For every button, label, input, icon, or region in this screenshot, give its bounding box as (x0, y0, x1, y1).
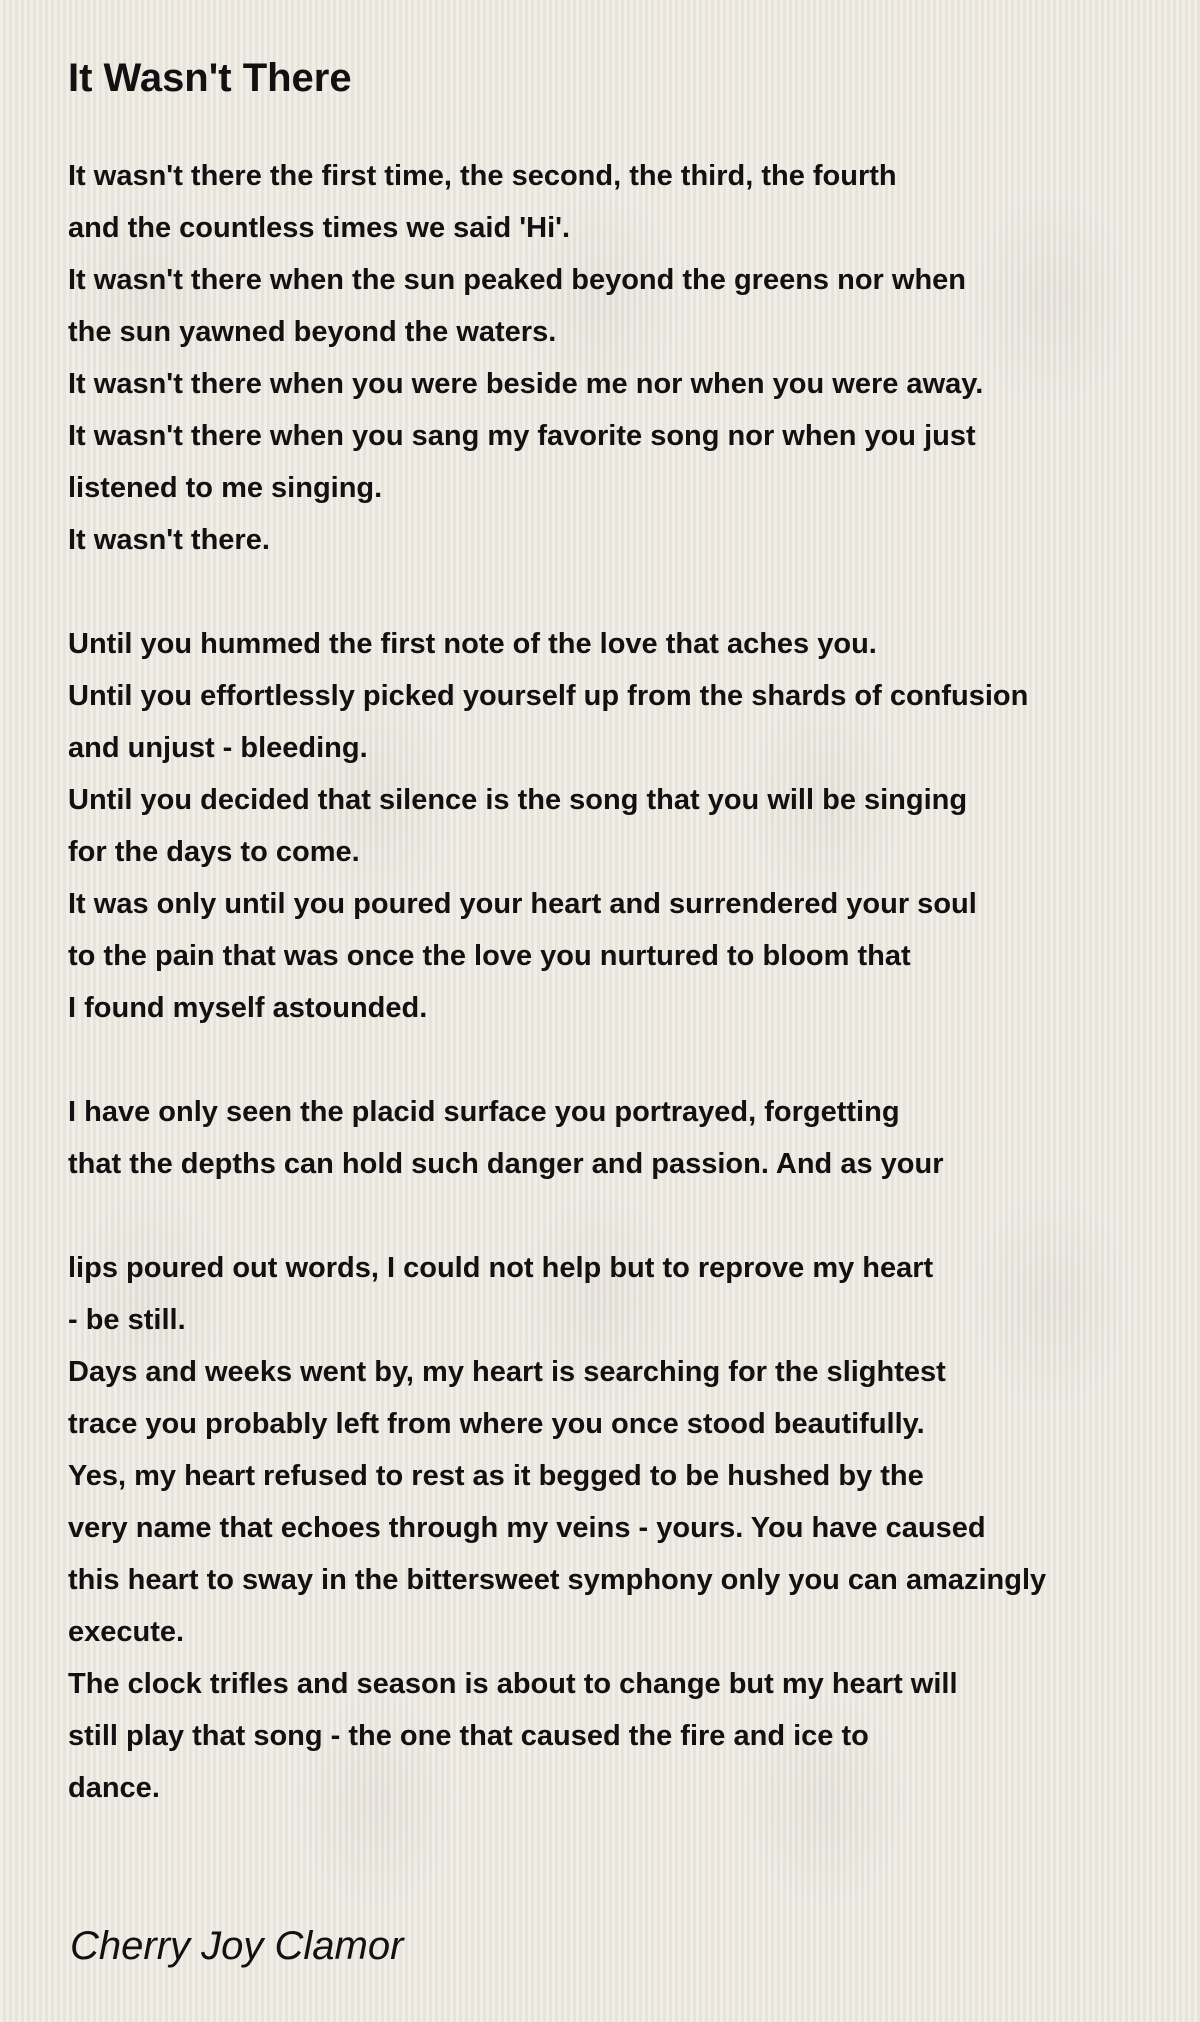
poem-line: dance. (68, 1772, 160, 1804)
poem-line: It wasn't there. (68, 524, 270, 556)
poem-body (68, 150, 1178, 1814)
poem-line: It was only until you poured your heart and surrendered your soul (68, 888, 977, 920)
poem-line: lips poured out words, I could not help but to reprove my heart (68, 1252, 934, 1284)
poem-line: Until you hummed the first note of the love that aches you. (68, 628, 877, 660)
poem-line: this heart to sway in the bittersweet symphony only you can amazingly (68, 1564, 1047, 1596)
poem-line: the sun yawned beyond the waters. (68, 316, 557, 348)
poem-line: It wasn't there when you sang my favorite song nor when you just (68, 420, 976, 452)
poem-line: It wasn't there when the sun peaked beyond the greens nor when (68, 264, 966, 296)
poem-line: I found myself astounded. (68, 992, 428, 1024)
poem-line: to the pain that was once the love you nurtured to bloom that (68, 940, 911, 972)
poem-line: very name that echoes through my veins - yours. You have caused (68, 1512, 986, 1544)
poem-line: Yes, my heart refused to rest as it begged to be hushed by the (68, 1460, 924, 1492)
poem-line: Until you decided that silence is the song that you will be singing (68, 784, 968, 816)
poem-author: Cherry Joy Clamor (70, 1924, 404, 1968)
poem-line: execute. (68, 1616, 185, 1648)
poem-line: listened to me singing. (68, 472, 383, 504)
poem-line: It wasn't there when you were beside me nor when you were away. (68, 368, 984, 400)
poem-line: Until you effortlessly picked yourself up from the shards of confusion (68, 680, 1029, 712)
poem-line: I have only seen the placid surface you portrayed, forgetting (68, 1096, 900, 1128)
poem-line: - be still. (68, 1304, 186, 1336)
stanza-break (68, 1034, 1178, 1086)
poem-line: and the countless times we said 'Hi'. (68, 212, 571, 244)
poem-line: for the days to come. (68, 836, 360, 868)
poem-line: Days and weeks went by, my heart is searching for the slightest (68, 1356, 946, 1388)
poem-title: It Wasn't There (68, 56, 352, 100)
poem-line: The clock trifles and season is about to change but my heart will (68, 1668, 958, 1700)
poem-line: and unjust - bleeding. (68, 732, 368, 764)
poem-line: trace you probably left from where you once stood beautifully. (68, 1408, 925, 1440)
poem-line: that the depths can hold such danger and passion. And as your (68, 1148, 944, 1180)
poem-line: It wasn't there the first time, the second, the third, the fourth (68, 160, 897, 192)
poem-line: still play that song - the one that caused the fire and ice to (68, 1720, 869, 1752)
stanza-break (68, 566, 1178, 618)
stanza-break (68, 1190, 1178, 1242)
